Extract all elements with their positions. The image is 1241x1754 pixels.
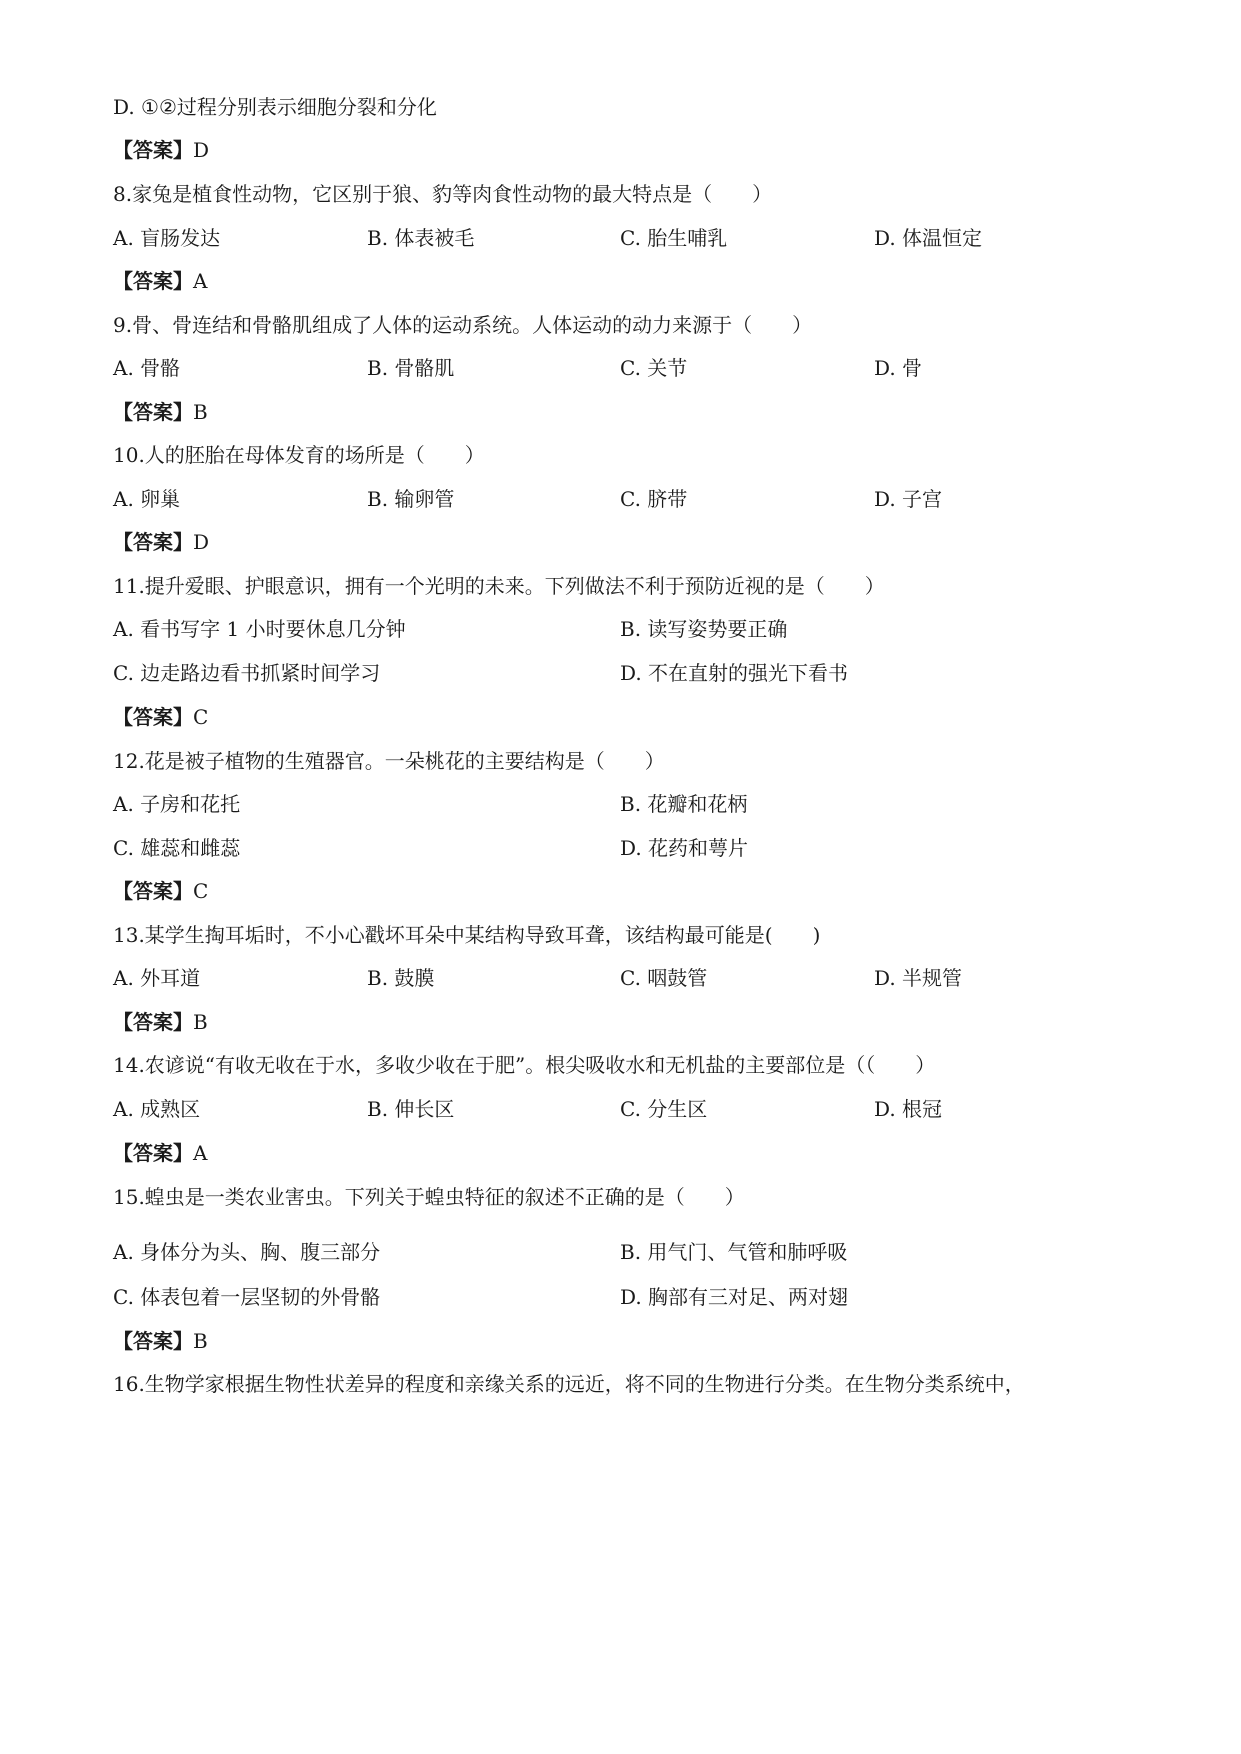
answer-line [113,267,207,295]
answer-value: B [193,1010,208,1034]
answer-option: B. 读写姿势要正确 [620,617,788,641]
answer-line [113,398,208,426]
answer-line [113,877,208,905]
answer-option: D. 根冠 [874,1097,943,1121]
answer-line [113,1139,207,1167]
question-text: 11.提升爱眼、护眼意识，拥有一个光明的未来。下列做法不利于预防近视的是（ ） [113,574,885,598]
question-text: 8.家兔是植食性动物，它区别于狼、豹等肉食性动物的最大特点是（ ） [113,182,773,206]
answer-option: A. 看书写字 1 小时要休息几分钟 [113,617,406,641]
answer-option: B. 用气门、气管和肺呼吸 [620,1240,848,1264]
answer-line [113,1327,208,1355]
answer-option: C. 边走路边看书抓紧时间学习 [113,661,381,685]
question-text: 15.蝗虫是一类农业害虫。下列关于蝗虫特征的叙述不正确的是（ ） [113,1185,745,1209]
answer-option: C. 体表包着一层坚韧的外骨骼 [113,1285,381,1309]
answer-label: 【答案】 [113,138,193,162]
answer-label: 【答案】 [113,269,193,293]
option-text: D. ①②过程分别表示细胞分裂和分化 [113,95,437,119]
answer-option: A. 盲肠发达 [113,226,221,250]
question-text: 10.人的胚胎在母体发育的场所是（ ） [113,443,485,467]
answer-option: B. 体表被毛 [367,226,475,250]
answer-option: D. 不在直射的强光下看书 [620,661,849,685]
answer-value: D [193,530,210,554]
answer-label: 【答案】 [113,705,193,729]
answer-line [113,528,209,556]
answer-line [113,136,209,164]
answer-option: A. 骨骼 [113,356,181,380]
answer-value: C [193,879,209,903]
answer-option: D. 子宫 [874,487,943,511]
answer-label: 【答案】 [113,400,193,424]
answer-option: C. 关节 [620,356,688,380]
answer-option: B. 鼓膜 [367,966,435,990]
question-text: 14.农谚说“有收无收在于水，多收少收在于肥”。根尖吸收水和无机盐的主要部位是（（ ） [113,1053,936,1077]
answer-option: C. 咽鼓管 [620,966,708,990]
answer-option: B. 输卵管 [367,487,455,511]
answer-option: A. 卵巢 [113,487,181,511]
answer-option: B. 伸长区 [367,1097,455,1121]
question-text: 13.某学生掏耳垢时，不小心戳坏耳朵中某结构导致耳聋，该结构最可能是( ) [113,923,821,947]
answer-option: D. 花药和萼片 [620,836,749,860]
answer-option: C. 雄蕊和雌蕊 [113,836,241,860]
question-text: 12.花是被子植物的生殖器官。一朵桃花的主要结构是（ ） [113,749,665,773]
answer-option: B. 骨骼肌 [367,356,455,380]
question-text: 16.生物学家根据生物性状差异的程度和亲缘关系的远近，将不同的生物进行分类。在生物分类系统中， [113,1372,1025,1396]
answer-option: A. 身体分为头、胸、腹三部分 [113,1240,381,1264]
answer-value: B [193,1329,208,1353]
answer-label: 【答案】 [113,1141,193,1165]
answer-option: D. 半规管 [874,966,963,990]
answer-option: A. 成熟区 [113,1097,201,1121]
answer-value: D [193,138,210,162]
answer-value: A [193,1141,208,1165]
answer-option: D. 体温恒定 [874,226,983,250]
answer-label: 【答案】 [113,530,193,554]
answer-option: D. 胸部有三对足、两对翅 [620,1285,849,1309]
answer-option: C. 脐带 [620,487,688,511]
answer-option: A. 外耳道 [113,966,201,990]
answer-label: 【答案】 [113,1329,193,1353]
answer-value: A [193,269,208,293]
answer-option: A. 子房和花托 [113,792,241,816]
answer-option: B. 花瓣和花柄 [620,792,748,816]
answer-value: C [193,705,209,729]
question-text: 9.骨、骨连结和骨骼肌组成了人体的运动系统。人体运动的动力来源于（ ） [113,313,813,337]
answer-option: C. 分生区 [620,1097,708,1121]
answer-label: 【答案】 [113,879,193,903]
answer-label: 【答案】 [113,1010,193,1034]
answer-option: C. 胎生哺乳 [620,226,728,250]
answer-value: B [193,400,208,424]
answer-line [113,703,208,731]
answer-line [113,1008,208,1036]
answer-option: D. 骨 [874,356,923,380]
